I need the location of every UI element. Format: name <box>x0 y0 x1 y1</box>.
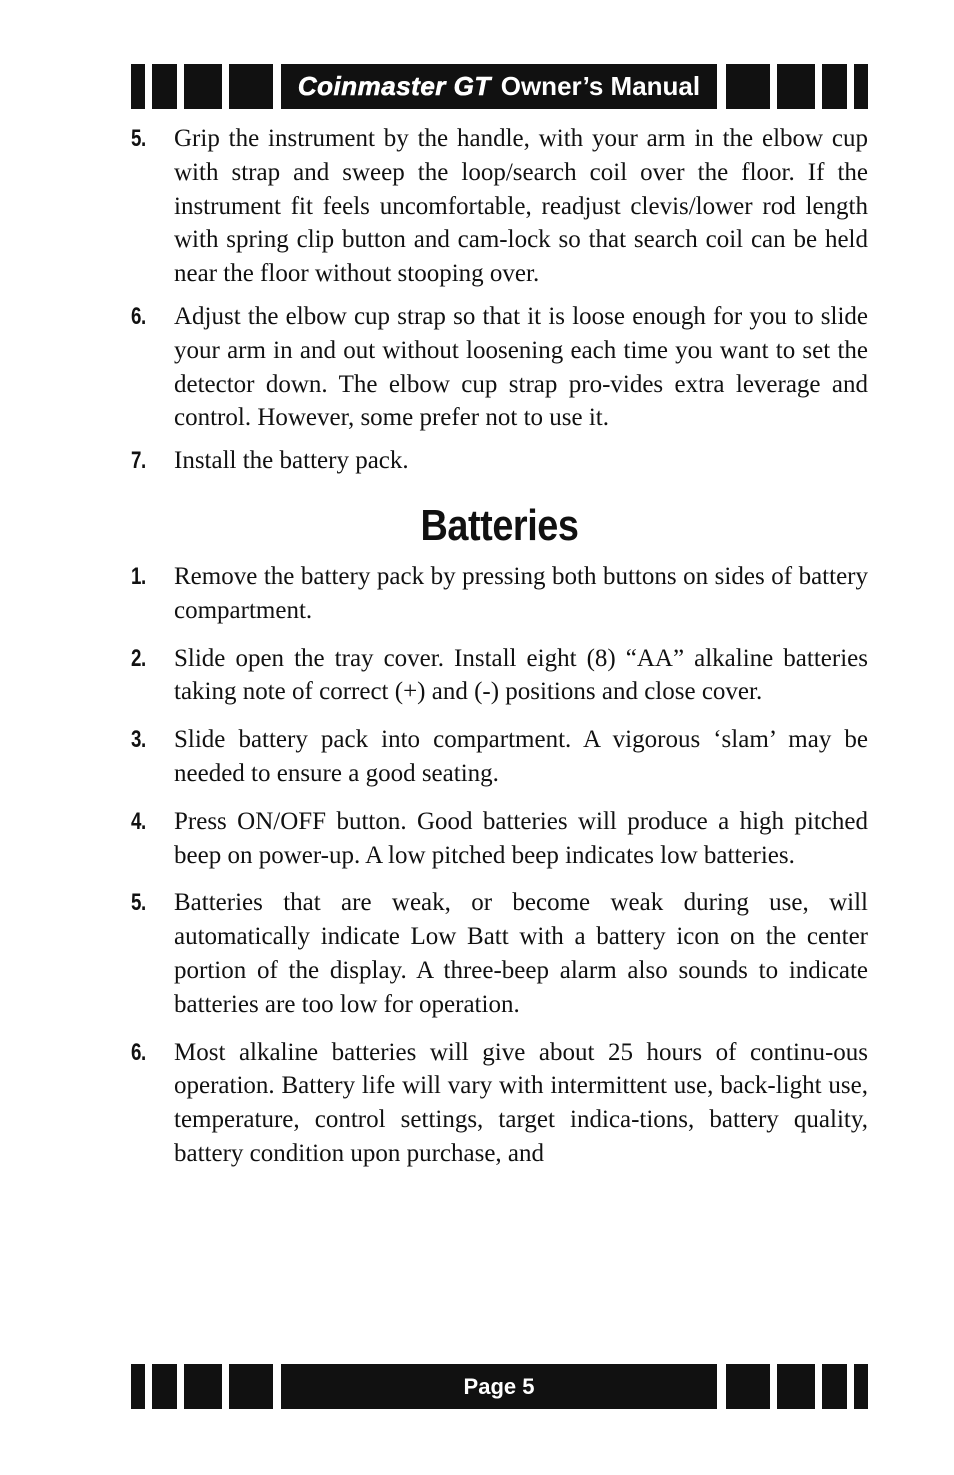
header-band <box>131 64 868 109</box>
page-number: Page 5 <box>463 1373 535 1399</box>
header-decor-block <box>184 64 222 109</box>
footer-decor-block <box>229 1364 273 1409</box>
header-title-bar <box>281 64 717 109</box>
list-item <box>131 300 868 435</box>
list-item <box>131 122 868 291</box>
header-decor-block <box>229 64 273 109</box>
list-item <box>131 886 868 1021</box>
header-decor-block <box>777 64 815 109</box>
header-decor-block <box>822 64 847 109</box>
list-item <box>131 642 868 710</box>
section-heading: Batteries <box>420 500 579 550</box>
step-number: 4. <box>131 807 146 835</box>
brand-logo: Coinmaster GT <box>297 71 491 101</box>
step-number: 2. <box>131 644 146 672</box>
step-text: Press ON/OFF button. Good batteries will produce a high pitched beep on power-up. A low pitched beep indicates low batteries. <box>174 807 868 869</box>
list-item <box>131 805 868 873</box>
footer-decor-block <box>726 1364 770 1409</box>
header-decor-block <box>131 64 145 109</box>
step-text: Install the battery pack. <box>174 447 409 475</box>
step-text: Remove the battery pack by pressing both buttons on sides of battery compartment. <box>174 562 868 624</box>
footer-band <box>131 1364 868 1409</box>
list-item <box>131 1036 868 1171</box>
footer-decor-block <box>822 1364 847 1409</box>
step-text: Grip the instrument by the handle, with your arm in the elbow cup with strap and sweep the loop/search coil over the floor. If the instrument fit feels uncomfortable, readjust clevis/lower rod length with spring clip button and cam-lock so that search coil can be held near the floor without stooping over. <box>174 125 868 288</box>
step-number: 3. <box>131 726 146 754</box>
step-number: 6. <box>131 1038 146 1066</box>
footer-page-bar <box>281 1364 717 1409</box>
footer-decor-block <box>131 1364 145 1409</box>
step-text: Adjust the elbow cup strap so that it is loose enough for you to slide your arm in and out without loosening each time you want to set the detector down. The elbow cup strap pro-vides extra leverage and control. However, some prefer not to use it. <box>174 302 868 432</box>
header-decor-block <box>726 64 770 109</box>
step-text: Batteries that are weak, or become weak during use, will automatically indicate Low Batt with a battery icon on the center portion of the display. A three-beep alarm also sounds to indicate batteries are too low for operation. <box>174 889 868 1018</box>
footer-decor-block <box>854 1364 868 1409</box>
page-title: Owner’s Manual <box>500 71 701 101</box>
page-content <box>131 122 868 1171</box>
header-decor-block <box>152 64 177 109</box>
step-number: 5. <box>131 889 146 917</box>
footer-decor-block <box>152 1364 177 1409</box>
footer-decor-block <box>777 1364 815 1409</box>
list-item <box>131 560 868 628</box>
step-text: Most alkaline batteries will give about 25 hours of continu-ous operation. Battery life will vary with intermittent use, back-light use, temperature, control settings, target indica-tions, battery quality, battery condition upon purchase, and <box>174 1038 868 1167</box>
list-item <box>131 723 868 791</box>
header-decor-block <box>854 64 868 109</box>
step-text: Slide open the tray cover. Install eight (8) “AA” alkaline batteries taking note of correct (+) and (-) positions and close cover. <box>174 644 868 706</box>
footer-decor-block <box>184 1364 222 1409</box>
step-number: 7. <box>131 447 146 475</box>
step-text: Slide battery pack into compartment. A vigorous ‘slam’ may be needed to ensure a good seating. <box>174 726 868 787</box>
list-item <box>131 444 868 478</box>
step-number: 6. <box>131 302 146 330</box>
step-number: 5. <box>131 125 146 152</box>
step-number: 1. <box>131 562 146 590</box>
